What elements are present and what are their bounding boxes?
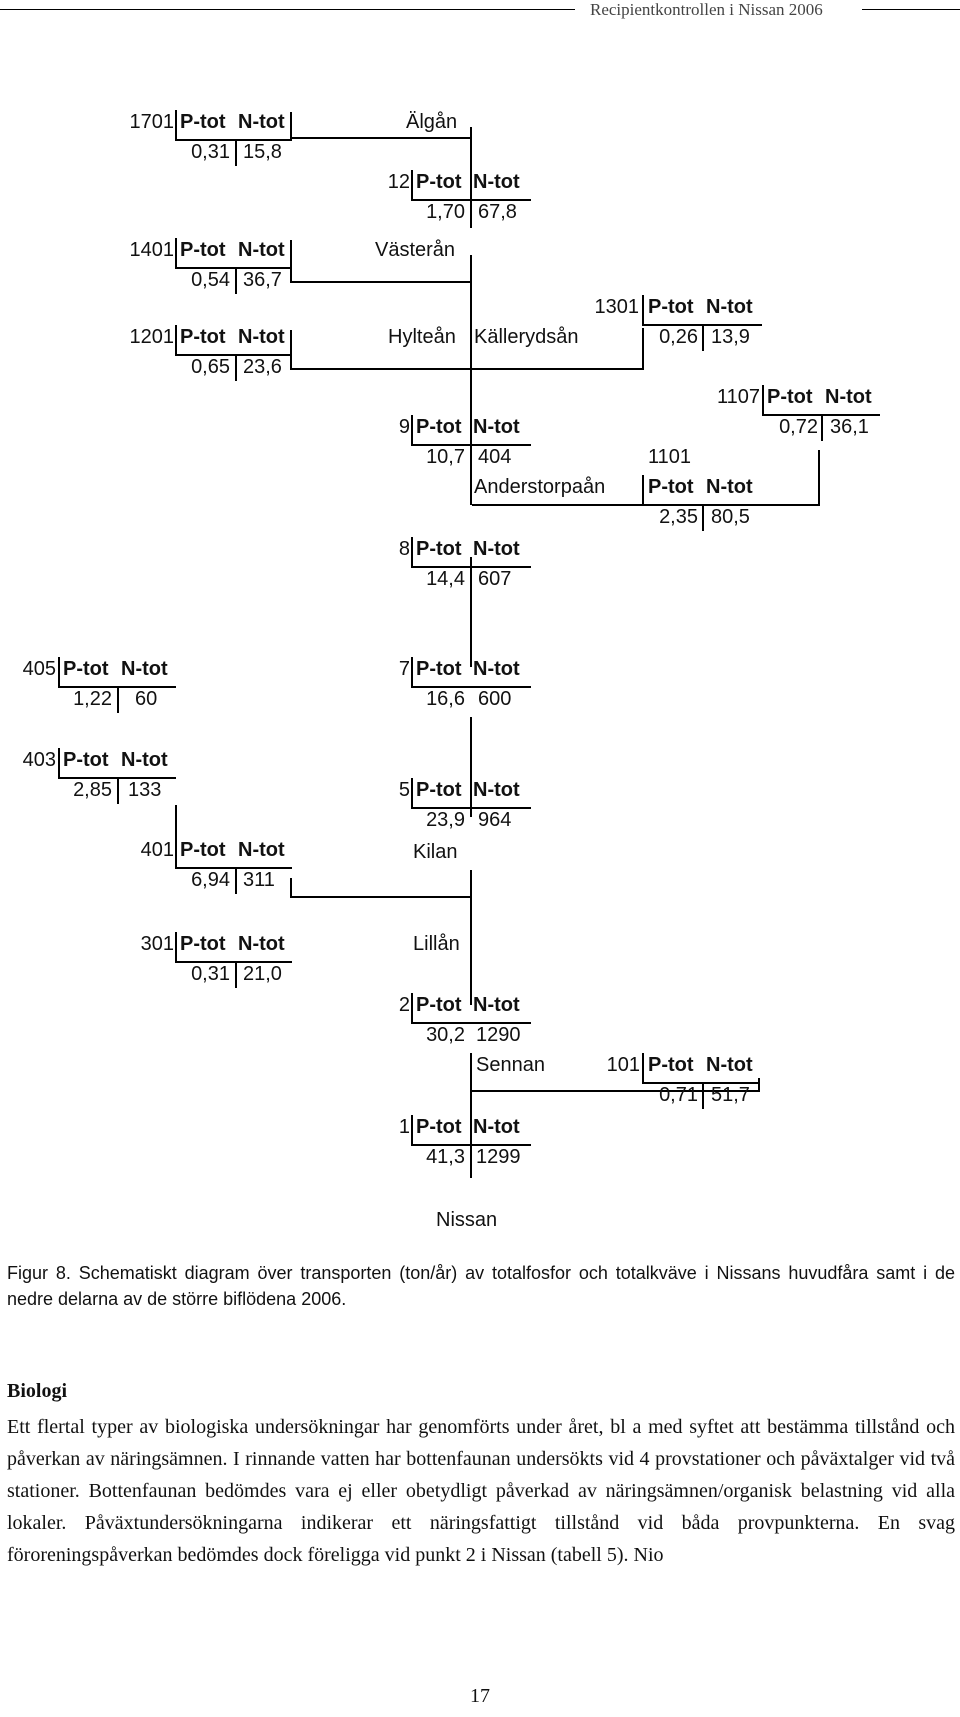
station-12-ntot-label: N-tot — [473, 171, 520, 193]
page-number: 17 — [470, 1685, 490, 1707]
station-1301-frame — [702, 325, 704, 351]
river-kilan: Kilan — [413, 841, 458, 863]
station-1401-id: 1401 — [129, 239, 174, 261]
river-vasteran: Västerån — [375, 239, 456, 261]
station-301-id: 301 — [140, 933, 174, 955]
station-9-id: 9 — [398, 416, 410, 438]
station-9-ntot-label: N-tot — [473, 416, 520, 438]
station-1301-ntot-label: N-tot — [706, 296, 753, 318]
station-1201-frame — [235, 355, 237, 381]
station-1401-ptot-label: P-tot — [180, 239, 226, 261]
station-12-ptot-value: 1,70 — [426, 201, 465, 223]
station-12-ntot-value: 67,8 — [478, 201, 517, 223]
station-9-ptot-label: P-tot — [416, 416, 462, 438]
station-301-ntot-label: N-tot — [238, 933, 285, 955]
station-9-ntot-value: 404 — [478, 446, 512, 468]
station-405-id: 405 — [22, 658, 56, 680]
station-403-ptot-label: P-tot — [63, 749, 109, 771]
station-5-ptot-value: 23,9 — [426, 809, 465, 831]
station-9-frame — [411, 415, 413, 445]
station-403-frame — [58, 748, 60, 778]
station-9-ptot-value: 10,7 — [426, 446, 465, 468]
station-1101-ntot-value: 80,5 — [711, 506, 750, 528]
station-1401-ptot-value: 0,54 — [191, 269, 230, 291]
station-1701-frame — [235, 140, 237, 166]
hyltean-connector — [292, 368, 472, 370]
station-1107-frame — [762, 385, 764, 415]
station-1401-frame — [175, 267, 292, 269]
station-101-frame — [642, 1082, 760, 1084]
station-101-frame — [642, 1053, 644, 1083]
station-1101-frame — [642, 504, 820, 506]
station-1101-frame — [702, 505, 704, 531]
section-title: Biologi — [7, 1380, 68, 1402]
station-301-frame — [175, 961, 292, 963]
station-2-ntot-label: N-tot — [473, 994, 520, 1016]
station-1301-frame — [642, 324, 762, 326]
station-1401-frame — [235, 268, 237, 294]
station-1107-ptot-value: 0,72 — [779, 416, 818, 438]
station-1401-frame — [175, 238, 177, 268]
hyltean-connector — [290, 330, 292, 370]
river-kallerydsan: Källerydsån — [474, 326, 579, 348]
station-8-frame — [411, 566, 531, 568]
section-body: Ett flertal typer av biologiska undersökningar har genomförts under året, bl a med syftet att bestämma tillstånd och påverkan av näringsämnen. I rinnande vatten har bottenfaunan undersökts vid 4 provstationer och påväxtalger vid två stationer. Bottenfaunan bedömdes vara ej eller obetydligt påverkad av näringsämnen/organisk belastning vid alla lokaler. Påväxtundersökningarna indikerar ett näringsfattigt tillstånd vid båda provpunkterna. En svag föroreningspåverkan bedömdes dock föreligga vid punkt 2 i Nissan (tabell 5). Nio — [7, 1416, 955, 1566]
algan-connector — [292, 137, 470, 139]
anderstorpaan-connector — [818, 450, 820, 506]
station-12-id: 12 — [387, 171, 410, 193]
station-2-ptot-label: P-tot — [416, 994, 462, 1016]
station-1-ntot-value: 1299 — [476, 1146, 521, 1168]
station-9-frame — [411, 444, 531, 446]
station-5-ntot-value: 964 — [478, 809, 512, 831]
station-1701-ntot-value: 15,8 — [243, 141, 282, 163]
station-403-ptot-value: 2,85 — [73, 779, 112, 801]
river-sennan: Sennan — [476, 1054, 545, 1076]
station-1301-frame — [642, 295, 644, 325]
station-1301-ptot-value: 0,26 — [659, 326, 698, 348]
station-1701-frame — [175, 110, 177, 140]
river-algan: Älgån — [406, 111, 458, 133]
station-401-ptot-value: 6,94 — [191, 869, 230, 891]
station-1101-ptot-label: P-tot — [648, 476, 694, 498]
station-5-ntot-label: N-tot — [473, 779, 520, 801]
station-405-ptot-value: 1,22 — [73, 688, 112, 710]
river-anderstorpaan: Anderstorpaån — [474, 476, 606, 498]
station-1-ptot-value: 41,3 — [426, 1146, 465, 1168]
station-8-ntot-value: 607 — [478, 568, 512, 590]
lillan-connector — [292, 896, 472, 898]
vasteran-connector — [290, 240, 292, 283]
station-1701-ntot-label: N-tot — [238, 111, 285, 133]
station-7-frame — [411, 657, 413, 687]
station-7-ptot-label: P-tot — [416, 658, 462, 680]
station-401-frame — [235, 868, 237, 894]
station-1701-id: 1701 — [129, 111, 174, 133]
header-title: Recipientkontrollen i Nissan 2006 — [590, 0, 823, 19]
station-1-frame — [411, 1144, 531, 1146]
station-8-ptot-label: P-tot — [416, 538, 462, 560]
trunk-line — [470, 557, 472, 667]
sennan-connector — [758, 1078, 760, 1092]
trunk-line — [470, 127, 472, 200]
station-1401-ntot-label: N-tot — [238, 239, 285, 261]
station-301-frame — [235, 962, 237, 988]
station-12-ptot-label: P-tot — [416, 171, 462, 193]
station-101-ntot-label: N-tot — [706, 1054, 753, 1076]
station-401-ptot-label: P-tot — [180, 839, 226, 861]
station-1-ptot-label: P-tot — [416, 1116, 462, 1138]
station-1107-ptot-label: P-tot — [767, 386, 813, 408]
figure-caption: Figur 8. Schematiskt diagram över transporten (ton/år) av totalfosfor och totalkväve i Nissans huvudfåra samt i de nedre delarna av de större biflödena 2006. — [7, 1263, 955, 1309]
station-301-ptot-label: P-tot — [180, 933, 226, 955]
station-1107-ntot-label: N-tot — [825, 386, 872, 408]
station-101-ntot-value: 51,7 — [711, 1084, 750, 1106]
station-1201-ntot-value: 23,6 — [243, 356, 282, 378]
station-401-frame — [175, 838, 177, 868]
station-5-ptot-label: P-tot — [416, 779, 462, 801]
station-1201-id: 1201 — [129, 326, 174, 348]
station-101-ptot-label: P-tot — [648, 1054, 694, 1076]
station-1201-ptot-value: 0,65 — [191, 356, 230, 378]
station-2-ptot-value: 30,2 — [426, 1024, 465, 1046]
station-1101-id: 1101 — [648, 446, 692, 468]
station-405-ptot-label: P-tot — [63, 658, 109, 680]
station-5-frame — [411, 807, 531, 809]
station-1107-ntot-value: 36,1 — [830, 416, 869, 438]
station-1301-ptot-label: P-tot — [648, 296, 694, 318]
station-403-ntot-label: N-tot — [121, 749, 168, 771]
trunk-line — [470, 717, 472, 817]
trunk-line — [470, 870, 472, 1005]
kallerydsan-connector — [472, 368, 644, 370]
station-403-ntot-value: 133 — [128, 779, 162, 801]
station-301-frame — [175, 932, 177, 962]
station-401-ntot-value: 311 — [243, 869, 275, 891]
station-401-frame — [175, 867, 292, 869]
station-1-id: 1 — [398, 1116, 410, 1138]
station-1401-ntot-value: 36,7 — [243, 269, 282, 291]
station-1701-ptot-value: 0,31 — [191, 141, 230, 163]
station-1201-frame — [175, 354, 292, 356]
station-101-id: 101 — [606, 1054, 640, 1076]
station-2-ntot-value: 1290 — [476, 1024, 521, 1046]
station-1701-frame — [175, 139, 292, 141]
station-2-frame — [411, 1022, 531, 1024]
station-8-ntot-label: N-tot — [473, 538, 520, 560]
station-1107-frame — [762, 414, 880, 416]
station-12-frame — [411, 170, 413, 200]
station-1301-id: 1301 — [594, 296, 639, 318]
station-403-frame — [117, 778, 119, 804]
station-405-frame — [58, 686, 176, 688]
station-403-to-401-line — [175, 805, 177, 839]
river-hyltean: Hylteån — [388, 326, 456, 348]
river-nissan: Nissan — [436, 1209, 498, 1231]
station-403-id: 403 — [22, 749, 56, 771]
station-8-frame — [411, 537, 413, 567]
station-1-ntot-label: N-tot — [473, 1116, 520, 1138]
station-1201-frame — [175, 325, 177, 355]
station-401-ntot-label: N-tot — [238, 839, 285, 861]
station-1101-frame — [642, 475, 644, 505]
station-405-frame — [117, 687, 119, 713]
station-1201-ntot-label: N-tot — [238, 326, 285, 348]
station-5-frame — [411, 778, 413, 808]
station-8-ptot-value: 14,4 — [426, 568, 465, 590]
station-1201-ptot-label: P-tot — [180, 326, 226, 348]
river-lillan: Lillån — [413, 933, 460, 955]
station-8-id: 8 — [398, 538, 410, 560]
algan-connector — [290, 112, 292, 139]
trunk-line — [470, 255, 472, 505]
station-405-frame — [58, 657, 60, 687]
station-101-frame — [702, 1083, 704, 1109]
station-2-id: 2 — [398, 994, 410, 1016]
lillan-connector — [290, 878, 292, 898]
station-1101-ptot-value: 2,35 — [659, 506, 698, 528]
station-1301-ntot-value: 13,9 — [711, 326, 750, 348]
station-1107-id: 1107 — [716, 386, 760, 408]
station-1701-ptot-label: P-tot — [180, 111, 226, 133]
station-1107-frame — [821, 415, 823, 441]
station-7-id: 7 — [398, 658, 410, 680]
station-405-ntot-value: 60 — [135, 688, 158, 710]
station-301-ntot-value: 21,0 — [243, 963, 282, 985]
station-7-ptot-value: 16,6 — [426, 688, 465, 710]
station-1101-ntot-label: N-tot — [706, 476, 753, 498]
station-1-frame — [411, 1115, 413, 1145]
station-301-ptot-value: 0,31 — [191, 963, 230, 985]
station-401-id: 401 — [140, 839, 174, 861]
station-405-ntot-label: N-tot — [121, 658, 168, 680]
station-7-ntot-value: 600 — [478, 688, 512, 710]
station-403-frame — [58, 777, 176, 779]
station-7-ntot-label: N-tot — [473, 658, 520, 680]
vasteran-connector — [292, 281, 470, 283]
station-7-frame — [411, 686, 531, 688]
trunk-line — [470, 1053, 472, 1178]
station-101-ptot-value: 0,71 — [659, 1084, 698, 1106]
station-2-frame — [411, 993, 413, 1023]
station-5-id: 5 — [398, 779, 410, 801]
station-12-frame — [470, 200, 472, 228]
